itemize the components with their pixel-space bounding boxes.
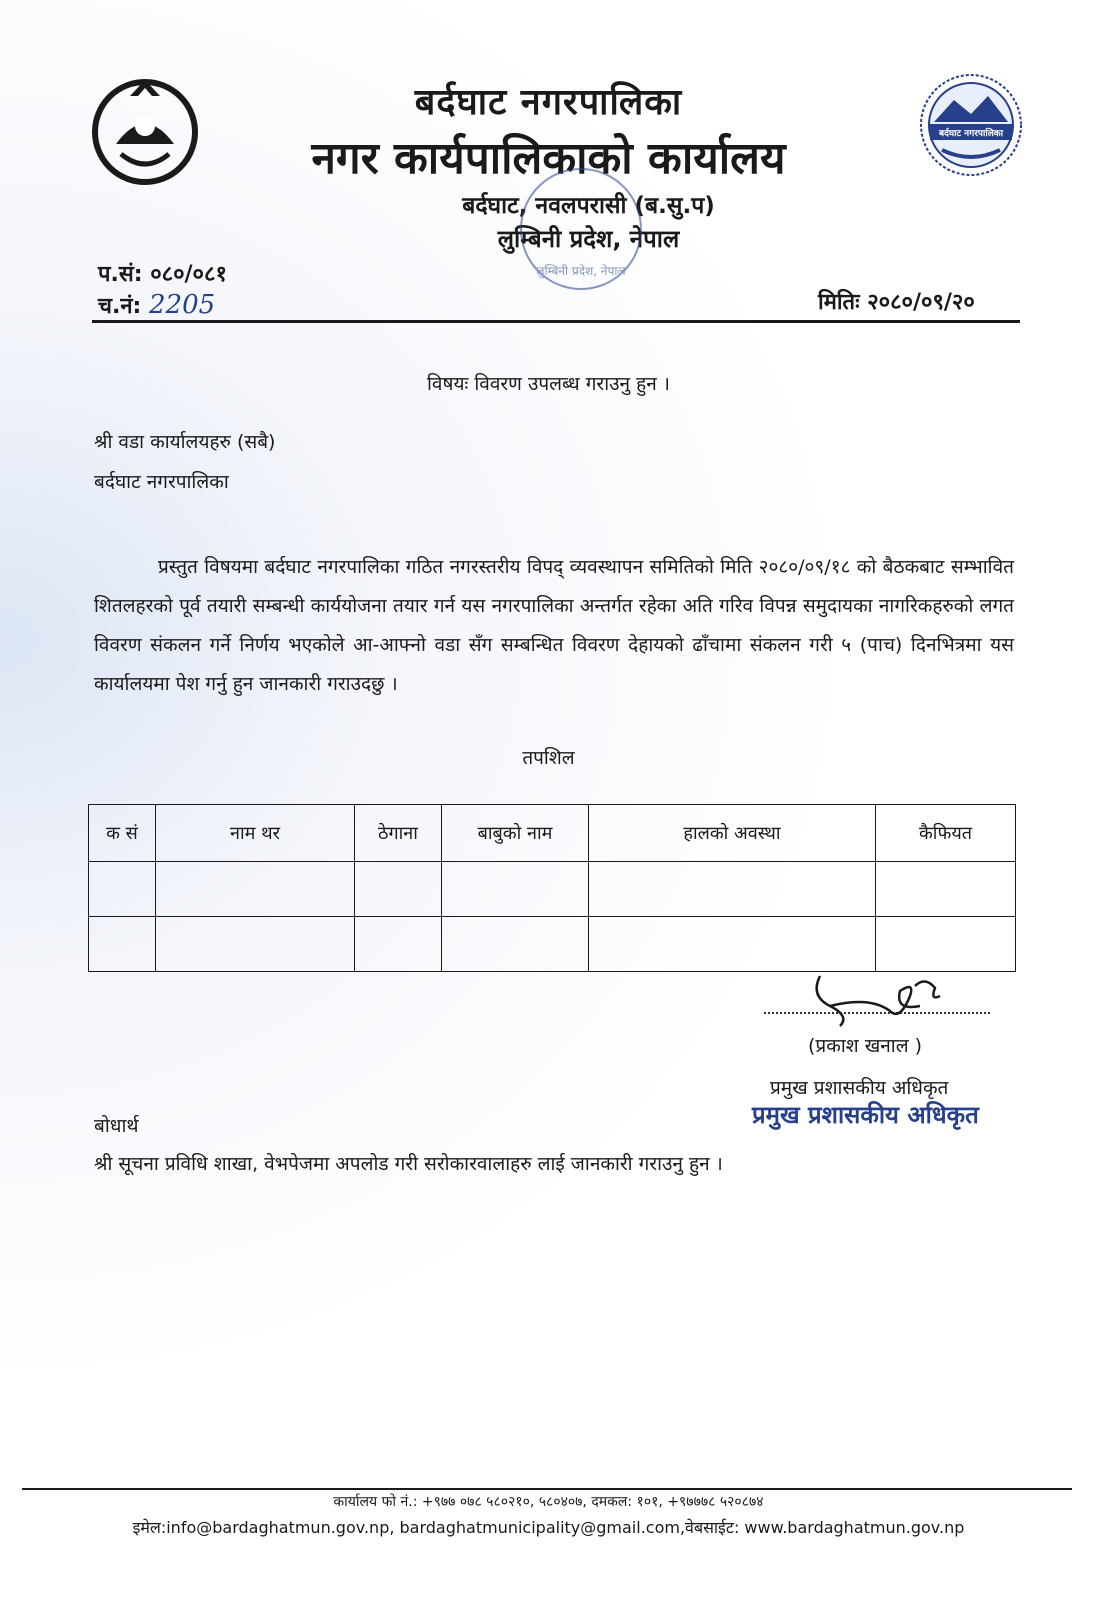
ps-label: प.सं:: [98, 262, 143, 287]
col-address: ठेगाना: [355, 805, 442, 862]
table-cell: [442, 917, 589, 972]
table-header-row: [89, 805, 1016, 862]
subject-line: विषयः विवरण उपलब्ध गराउनु हुन ।: [427, 373, 670, 395]
cn-label: च.नं:: [98, 294, 142, 319]
stamp-text: लुम्बिनी प्रदेश, नेपाल: [536, 264, 626, 278]
table-row: [89, 917, 1016, 972]
col-remarks: कैफियत: [876, 805, 1016, 862]
table-title: तपशिल: [522, 747, 575, 769]
bodharth-text: श्री सूचना प्रविधि शाखा, वेभपेजमा अपलोड गरी सरोकारवालाहरु लाई जानकारी गराउनु हुन ।: [94, 1153, 723, 1175]
org-name: बर्दघाट नगरपालिका: [414, 82, 683, 123]
letter-body: प्रस्तुत विषयमा बर्दघाट नगरपालिका गठित नगरस्तरीय विपद् व्यवस्थापन समितिको मिति २०८०/०९/१८ को बैठकबाट सम्भावित शितलहरको पूर्व तयारी सम्बन्धी कार्ययोजना तयार गर्न यस नगरपालिका अन्तर्गत रहेका अति गरिव विपन्न समुदायका नागरिकहरुको लगत विवरण संकलन गर्ने निर्णय भएकोले आ-आफ्नो वडा सँग सम्बन्धित विवरण देहायको ढाँचामा संकलन गरी ५ (पाच) दिनभित्रमा यस कार्यालयमा पेश गर्नु हुन जानकारी गराउदछु ।: [94, 556, 1014, 695]
bodharth-label: बोधार्थ: [94, 1115, 139, 1137]
table-cell: [589, 862, 876, 917]
table-row: [89, 862, 1016, 917]
patra-sankhya: [98, 258, 227, 288]
ps-value: ०८०/०८१: [150, 262, 227, 287]
address-line-2: लुम्बिनी प्रदेश, नेपाल: [497, 225, 680, 253]
table-cell: [355, 862, 442, 917]
office-name: नगर कार्यपालिकाको कार्यालय: [311, 133, 786, 184]
recipient-line-2: बर्दघाट नगरपालिका: [94, 471, 229, 493]
signer-title: प्रमुख प्रशासकीय अधिकृत: [770, 1077, 949, 1099]
table-cell: [876, 917, 1016, 972]
col-father-name: बाबुको नाम: [442, 805, 589, 862]
col-name: नाम थर: [156, 805, 355, 862]
handwritten-signature-icon: [800, 966, 950, 1036]
footer-email-web: इमेल:info@bardaghatmun.gov.np, bardaghatmunicipality@gmail.com,वेबसाईट: www.bardaghatmun.gov.np: [132, 1518, 965, 1537]
table-cell: [355, 917, 442, 972]
svg-text:बर्दघाट नगरपालिका: बर्दघाट नगरपालिका: [938, 129, 1004, 139]
letter-date: [818, 286, 975, 316]
footer-contact: कार्यालय फो नं.: +९७७ ०७८ ५८०२१०, ५८०४०७, दमकल: १०१, +९७७७८ ५२०८७४: [333, 1494, 764, 1510]
signer-title-stamp: प्रमुख प्रशासकीय अधिकृत: [752, 1101, 979, 1129]
col-serial: क सं: [89, 805, 156, 862]
col-current-status: हालको अवस्था: [589, 805, 876, 862]
table-cell: [876, 862, 1016, 917]
table-cell: [589, 917, 876, 972]
date-value: २०८०/०९/२०: [867, 290, 975, 315]
address-line-1: बर्दघाट, नवलपरासी (ब.सु.प): [462, 193, 715, 219]
chalani-number: [98, 290, 215, 320]
footer-divider: [22, 1488, 1072, 1490]
recipient-line-1: श्री वडा कार्यालयहरु (सबै): [94, 431, 276, 453]
cn-value-handwritten: 2205: [149, 290, 216, 320]
table-cell: [442, 862, 589, 917]
details-table: [88, 804, 1016, 972]
table-cell: [156, 862, 355, 917]
office-stamp: [520, 168, 642, 290]
table-cell: [156, 917, 355, 972]
header-divider: [92, 320, 1020, 323]
table-cell: [89, 862, 156, 917]
date-label: मितिः: [818, 290, 860, 315]
table-cell: [89, 917, 156, 972]
signer-name: (प्रकाश खनाल ): [808, 1035, 923, 1057]
